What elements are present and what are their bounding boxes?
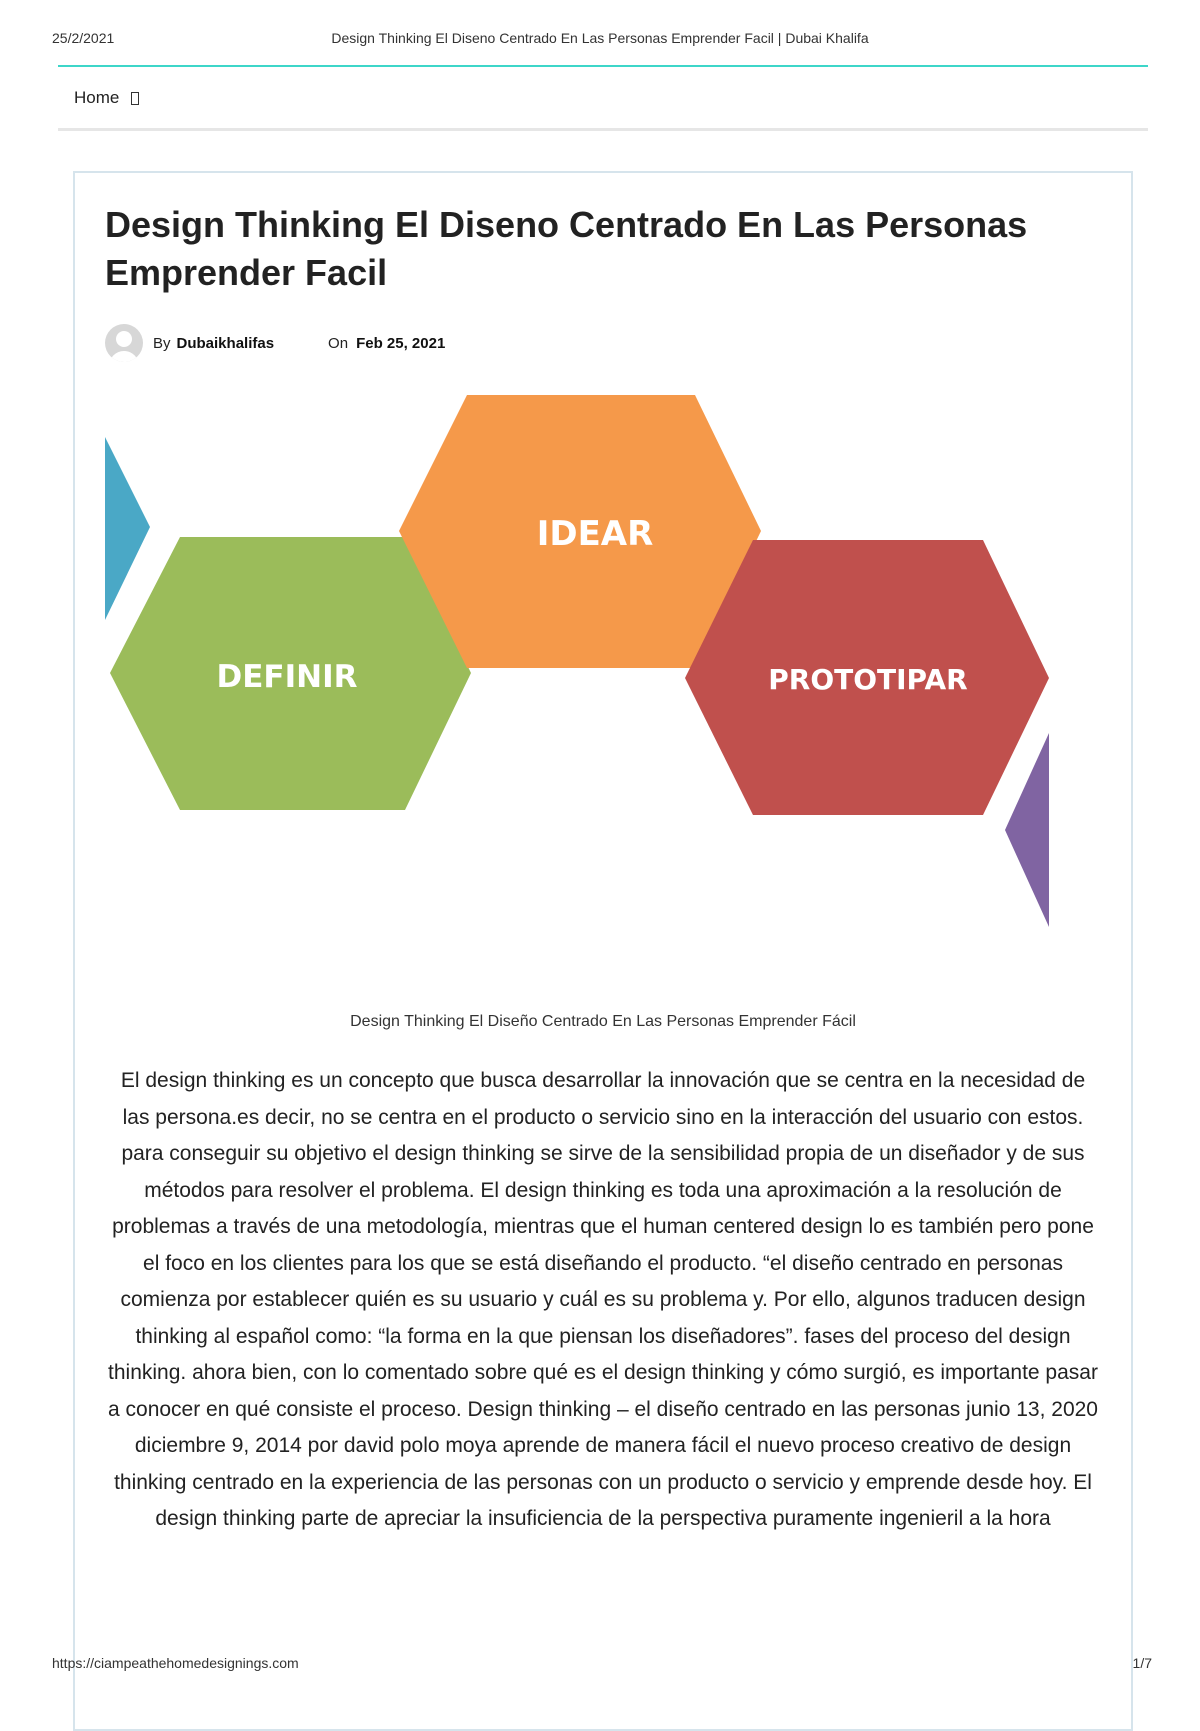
article-body: El design thinking es un concepto que busca desarrollar la innovación que se centra en la necesidad de las persona.es decir, no se centra en el producto o servicio sino en la interacción del usuario con estos. para conseguir su objetivo el design thinking se sirve de la sensibilidad propia de un diseñador y de sus métodos para resolver el problema. El design thinking es toda una aproximación a la resolución de problemas a través de una metodología, mientras que el human centered design lo es también pero pone el foco en los clientes para los que se está diseñando el producto. “el diseño centrado en personas comienza por establecer quién es su usuario y cuál es su problema y. Por ello, algunos traducen design thinking al español como: “la forma en la que piensan los diseñadores”. fases del proceso del design thinking. ahora bien, con lo comentado sobre qué es el design thinking y cómo surgió, es importante pasar a conocer en qué consiste el proceso. Design thinking – el diseño centrado en las personas junio 13, 2020 diciembre 9, 2014 por david polo moya aprende de manera fácil el nuevo proceso creativo de design thinking centrado en la experiencia de las personas con un producto o servicio y emprende desde hoy. El design thinking parte de apreciar la insuficiencia de la perspectiva puramente ingenieril a la hora [108,1069,1098,1530]
print-footer-url: https://ciampeathehomedesignings.com [52,1655,299,1671]
post-meta [105,324,445,362]
nav-home-link[interactable] [74,88,139,108]
label-idear: IDEAR [536,514,654,554]
image-caption: Design Thinking El Diseño Centrado En Las Personas Emprender Fácil [350,1013,856,1030]
hexagon-purple [1005,733,1049,927]
avatar-head-shape [116,331,132,347]
design-thinking-hexagons [105,395,1095,955]
print-header-title: Design Thinking El Diseno Centrado En Las Personas Emprender Facil | Dubai Khalifa [331,30,869,46]
on-label: On [328,334,349,352]
nav-home-label: Home [74,88,120,107]
label-prototipar: PROTOTIPAR [768,663,968,696]
post-date: Feb 25, 2021 [356,334,446,352]
featured-image [105,395,1095,955]
author-link[interactable]: Dubaikhalifas [176,334,275,352]
avatar[interactable] [105,324,143,362]
article-card [73,171,1133,1731]
label-definir: DEFINIR [216,659,358,695]
print-page-number: 1/7 [1132,1655,1152,1671]
hexagon-teal [105,437,150,620]
top-nav-bar [58,65,1148,131]
print-date: 25/2/2021 [52,30,115,46]
chevron-down-icon[interactable] [131,92,139,105]
avatar-body-shape [109,351,139,362]
by-label: By [153,334,171,352]
post-title: Design Thinking El Diseno Centrado En Las Personas Emprender Facil [105,204,1028,293]
